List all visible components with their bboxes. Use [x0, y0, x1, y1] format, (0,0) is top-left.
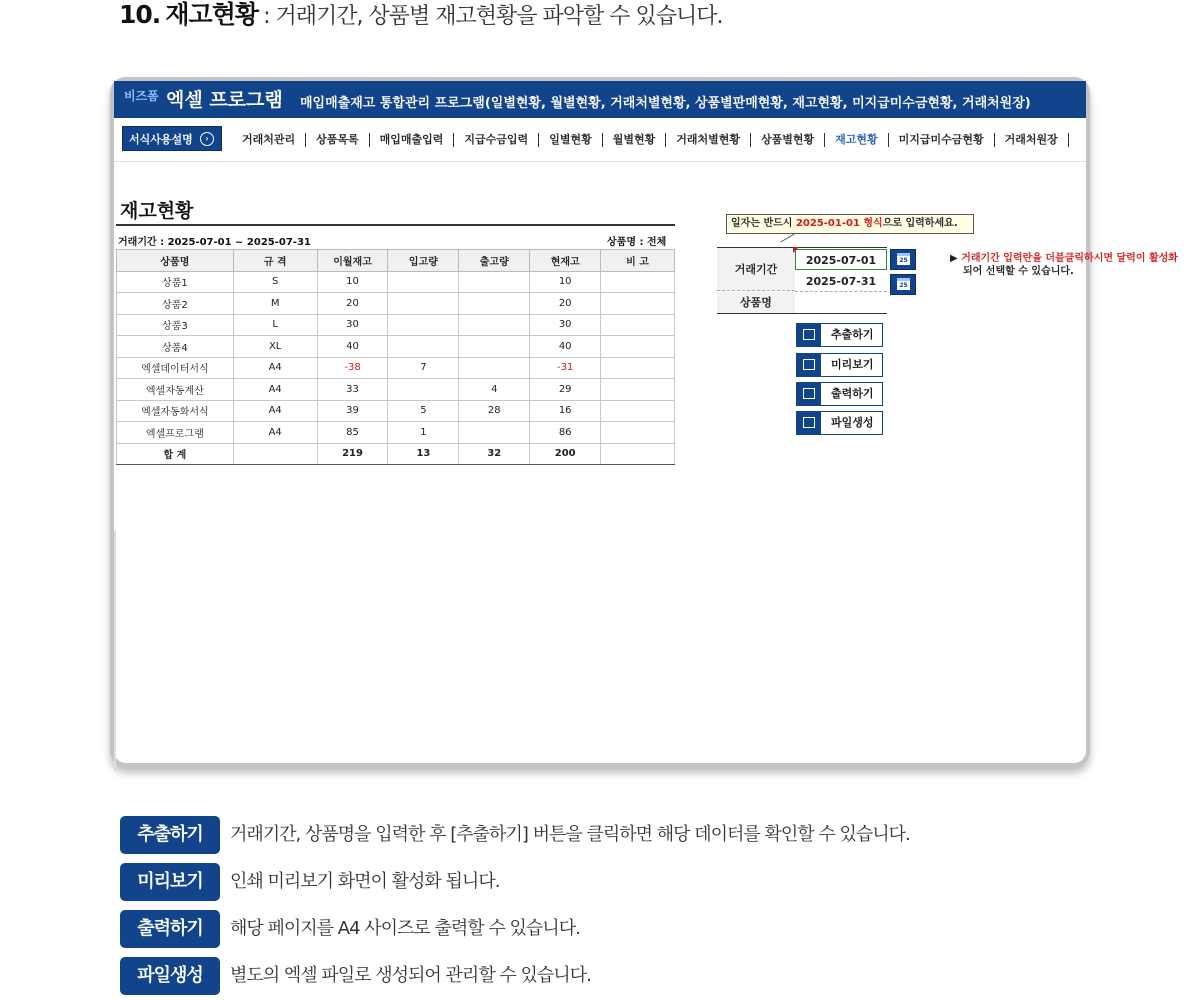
- calendar-icon: 25: [897, 278, 910, 290]
- copy-icon: [797, 324, 821, 346]
- table-cell-stock: 30: [530, 314, 601, 336]
- table-cell-note: [601, 357, 675, 379]
- nav-item[interactable]: 거래처관리: [232, 133, 306, 147]
- table-cell-in: 1: [388, 422, 459, 444]
- table-cell-stock: 16: [530, 400, 601, 422]
- date-from-field[interactable]: 2025-07-01: [795, 249, 887, 270]
- preview-button[interactable]: [796, 353, 883, 377]
- column-header: 규 격: [233, 250, 317, 272]
- nav-item[interactable]: 매입매출입력: [370, 133, 455, 147]
- table-cell-out: [459, 293, 530, 315]
- table-cell-in: [388, 379, 459, 401]
- table-row: [117, 400, 675, 422]
- table-cell-carry: 20: [317, 293, 388, 315]
- table-cell-out: [459, 314, 530, 336]
- table-cell-out: [459, 422, 530, 444]
- legend-text: 해당 페이지를 A4 사이즈로 출력할 수 있습니다.: [230, 918, 580, 939]
- hint-line-2: 되어 선택할 수 있습니다.: [963, 266, 1074, 277]
- total-row: [117, 443, 675, 465]
- note-prefix: 일자는 반드시: [731, 218, 796, 229]
- document-icon: [797, 383, 821, 405]
- column-header: 입고량: [388, 250, 459, 272]
- nav-item[interactable]: 지급수금입력: [454, 133, 539, 147]
- table-cell-note: [601, 379, 675, 401]
- triangle-right-icon: ▶: [950, 253, 962, 264]
- note-suffix: 으로 입력하세요.: [882, 218, 958, 229]
- legend-text: 별도의 엑셀 파일로 생성되어 관리할 수 있습니다.: [230, 965, 591, 986]
- table-cell-out: 28: [459, 400, 530, 422]
- table-cell-out: [459, 336, 530, 358]
- table-cell-note: [601, 293, 675, 315]
- column-header: 현재고: [530, 250, 601, 272]
- table-cell-note: [601, 400, 675, 422]
- calendar-to-button[interactable]: [890, 274, 916, 295]
- table-cell-note: [601, 336, 675, 358]
- section-description: : 거래기간, 상품별 재고현황을 파악할 수 있습니다.: [263, 4, 723, 29]
- section-heading: [119, 0, 723, 30]
- folder-icon: [797, 412, 821, 434]
- preview-button-label: 미리보기: [831, 358, 874, 371]
- nav-item[interactable]: 거래처원장: [995, 133, 1069, 147]
- table-row: [117, 314, 675, 336]
- product-field[interactable]: [795, 292, 887, 314]
- table-cell-carry: 30: [317, 314, 388, 336]
- monitor-icon: [797, 354, 821, 376]
- table-cell-name: 엑셀프로그램: [117, 422, 234, 444]
- total-label: 합 계: [117, 443, 234, 465]
- product-summary: 상품명 : 전체: [607, 237, 667, 248]
- table-cell-carry: 39: [317, 400, 388, 422]
- table-cell-carry: -38: [317, 357, 388, 379]
- table-cell-stock: 86: [530, 422, 601, 444]
- table-cell-in: [388, 336, 459, 358]
- section-title: 재고현황: [165, 0, 258, 29]
- table-cell-out: [459, 271, 530, 293]
- table-cell-in: [388, 271, 459, 293]
- product-field-label: 상품명: [717, 292, 795, 314]
- nav-item[interactable]: 상품별현황: [751, 133, 825, 147]
- nav-item[interactable]: 거래처별현황: [666, 133, 751, 147]
- table-cell-name: 상품2: [117, 293, 234, 315]
- table-cell-name: 상품4: [117, 336, 234, 358]
- nav-bar: [114, 118, 1086, 162]
- table-cell-note: [601, 271, 675, 293]
- brand-title: 엑셀 프로그램: [166, 89, 283, 111]
- table-cell-name: 엑셀데이터서식: [117, 357, 234, 379]
- table-cell-carry: 85: [317, 422, 388, 444]
- period-summary: 거래기간 : 2025-07-01 ~ 2025-07-31: [118, 237, 311, 248]
- column-header: 비 고: [601, 250, 675, 272]
- note-highlight: 2025-01-01 형식: [795, 218, 883, 229]
- table-cell-carry: 10: [317, 271, 388, 293]
- nav-item[interactable]: 미지급미수금현황: [889, 133, 995, 147]
- legend-badge: 추출하기: [120, 816, 220, 854]
- total-out: 32: [459, 443, 530, 465]
- table-cell-spec: L: [233, 314, 317, 336]
- legend-badge: 미리보기: [120, 863, 220, 901]
- total-in: 13: [388, 443, 459, 465]
- extract-button[interactable]: [796, 323, 883, 347]
- date-format-note: [726, 214, 974, 234]
- table-cell-spec: A4: [233, 357, 317, 379]
- comment-marker: [793, 247, 799, 253]
- table-row: [117, 271, 675, 293]
- calendar-hint: [950, 252, 1178, 278]
- table-header-row: [117, 250, 675, 272]
- table-cell-stock: 20: [530, 293, 601, 315]
- table-cell-in: [388, 314, 459, 336]
- table-cell-name: 엑셀자동계산: [117, 379, 234, 401]
- total-carry: 219: [317, 443, 388, 465]
- app-header: [114, 81, 1086, 118]
- table-row: [117, 293, 675, 315]
- table-cell-note: [601, 314, 675, 336]
- column-header: 상품명: [117, 250, 234, 272]
- table-cell-name: 엑셀자동화서식: [117, 400, 234, 422]
- table-cell-in: 7: [388, 357, 459, 379]
- create-file-button[interactable]: [796, 411, 883, 435]
- title-divider: [116, 224, 675, 226]
- table-row: [117, 336, 675, 358]
- hint-line-1: 거래기간 입력란을 더블클릭하시면 달력이 활성화: [961, 253, 1178, 264]
- calendar-icon: 25: [897, 253, 910, 265]
- table-cell-name: 상품1: [117, 271, 234, 293]
- legend-text: 인쇄 미리보기 화면이 활성화 됩니다.: [230, 871, 500, 892]
- total-spec: [233, 443, 317, 465]
- table-cell-spec: A4: [233, 400, 317, 422]
- table-cell-stock: 29: [530, 379, 601, 401]
- table-row: [117, 422, 675, 444]
- table-row: [117, 379, 675, 401]
- table-cell-note: [601, 422, 675, 444]
- total-stock: 200: [530, 443, 601, 465]
- table-cell-out: [459, 357, 530, 379]
- print-button-label: 출력하기: [831, 387, 874, 400]
- table-cell-stock: 10: [530, 271, 601, 293]
- nav-item[interactable]: 일별현황: [539, 133, 603, 147]
- extract-button-label: 추출하기: [831, 328, 874, 341]
- table-cell-spec: S: [233, 271, 317, 293]
- note-pointer: [780, 234, 794, 243]
- nav-item[interactable]: 재고현황: [825, 133, 889, 147]
- table-cell-stock: -31: [530, 357, 601, 379]
- column-header: 이월재고: [317, 250, 388, 272]
- period-field-label: 거래기간: [717, 248, 795, 291]
- table-cell-spec: XL: [233, 336, 317, 358]
- chevron-right-icon: ›: [200, 132, 214, 146]
- table-cell-in: 5: [388, 400, 459, 422]
- table-cell-name: 상품3: [117, 314, 234, 336]
- total-note: [601, 443, 675, 465]
- table-cell-stock: 40: [530, 336, 601, 358]
- app-screenshot-frame: [110, 77, 1178, 767]
- print-button[interactable]: [796, 382, 883, 406]
- date-to-field[interactable]: 2025-07-31: [795, 271, 887, 292]
- table-cell-spec: M: [233, 293, 317, 315]
- table-cell-carry: 40: [317, 336, 388, 358]
- nav-menu: [232, 133, 1069, 147]
- table-body: [117, 271, 675, 465]
- nav-item[interactable]: 월별현황: [603, 133, 667, 147]
- sheet-title: 재고현황: [120, 200, 194, 222]
- table-cell-spec: A4: [233, 379, 317, 401]
- table-row: [117, 357, 675, 379]
- legend-text: 거래기간, 상품명을 입력한 후 [추출하기] 버튼을 클릭하면 해당 데이터를 확인할 수 있습니다.: [230, 824, 910, 845]
- table-cell-spec: A4: [233, 422, 317, 444]
- create-file-button-label: 파일생성: [831, 416, 874, 429]
- calendar-from-button[interactable]: [890, 249, 916, 270]
- section-number: 10.: [119, 0, 161, 29]
- table-cell-in: [388, 293, 459, 315]
- legend-badge: 파일생성: [120, 957, 220, 995]
- guide-button[interactable]: [122, 126, 222, 151]
- sheet-edge: [114, 531, 116, 771]
- table-cell-carry: 33: [317, 379, 388, 401]
- table-cell-out: 4: [459, 379, 530, 401]
- legend-badge: 출력하기: [120, 910, 220, 948]
- nav-item[interactable]: 상품목록: [306, 133, 370, 147]
- inventory-table: [116, 249, 675, 465]
- header-description: 매입매출재고 통합관리 프로그램(일별현황, 월별현황, 거래처별현황, 상품별판매현황, 재고현황, 미지급미수금현황, 거래처원장): [300, 96, 1031, 111]
- guide-button-label: 서식사용설명: [129, 133, 193, 146]
- brand-small: 비즈폼: [124, 89, 159, 103]
- column-header: 출고량: [459, 250, 530, 272]
